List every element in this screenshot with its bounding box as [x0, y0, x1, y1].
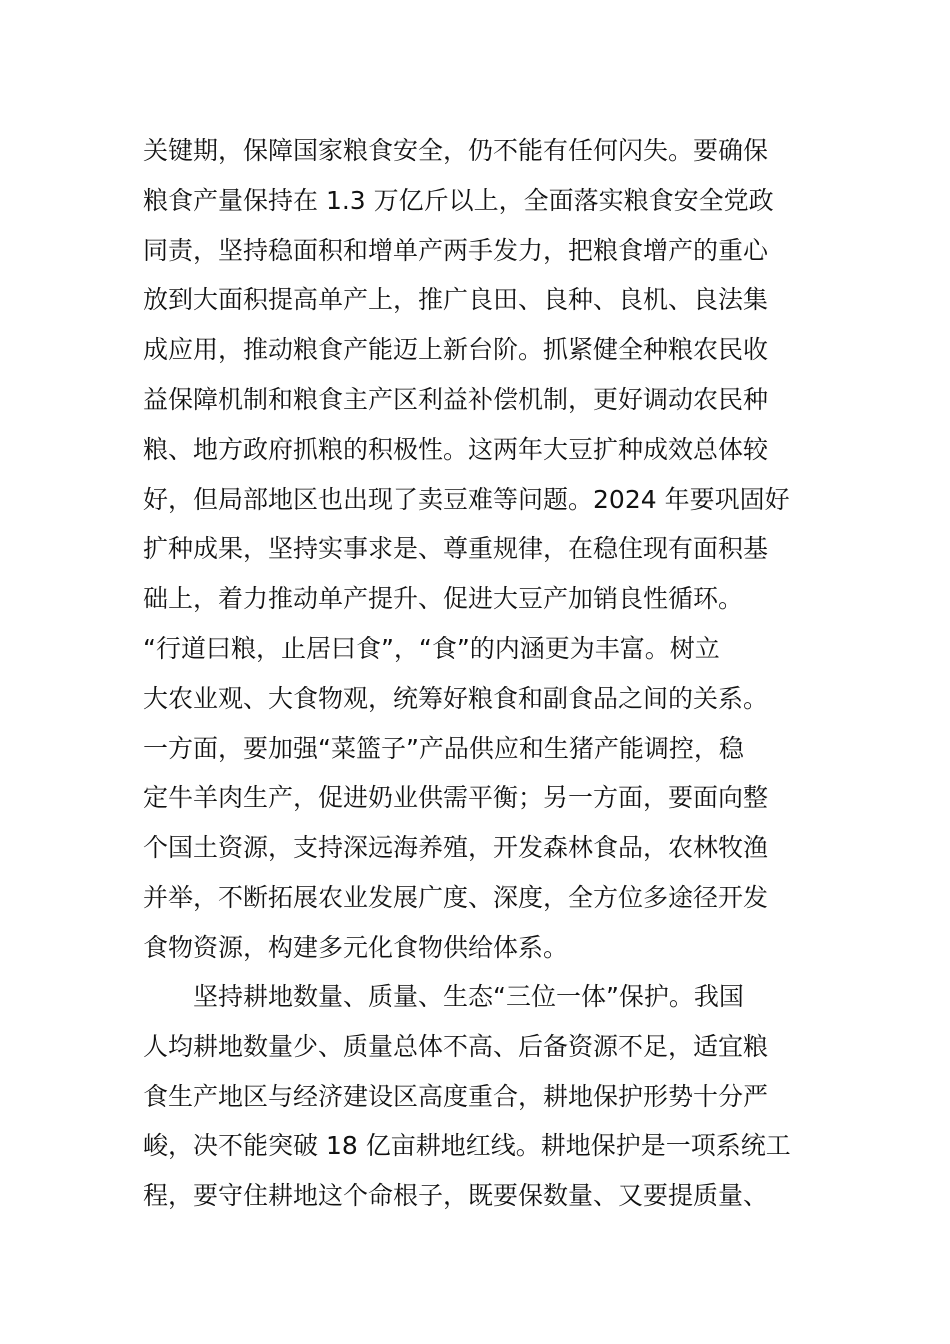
text-line: 础上，着力推动单产提升、促进大豆产加销良性循环。: [143, 584, 744, 614]
text-line: 食生产地区与经济建设区高度重合，耕地保护形势十分严: [143, 1081, 769, 1111]
paragraph-grain-security: [143, 126, 813, 973]
text-line: 一方面，要加强“菜篮子”产品供应和生猪产能调控，稳: [143, 733, 744, 763]
text-line: 程，要守住耕地这个命根子，既要保数量、又要提质量、: [143, 1181, 769, 1211]
text-line: 大农业观、大食物观，统筹好粮食和副食品之间的关系。: [143, 683, 769, 713]
text-line: “行道曰粮，止居曰食”，“食”的内涵更为丰富。树立: [143, 633, 720, 663]
text-line: 益保障机制和粮食主产区利益补偿机制，更好调动农民种: [143, 384, 769, 414]
text-line: 关键期，保障国家粮食安全，仍不能有任何闪失。要确保: [143, 136, 769, 165]
text-line: 峻，决不能突破 18 亿亩耕地红线。耕地保护是一项系统工: [143, 1131, 791, 1161]
paragraph-farmland-protection: [143, 972, 813, 1221]
text-line: 粮食产量保持在 1.3 万亿斤以上，全面落实粮食安全党政: [143, 185, 774, 215]
text-line: 成应用，推动粮食产能迈上新台阶。抓紧健全种粮农民收: [143, 335, 769, 365]
text-line: 扩种成果，坚持实事求是、尊重规律，在稳住现有面积基: [143, 534, 769, 564]
text-line: 放到大面积提高单产上，推广良田、良种、良机、良法集: [143, 285, 769, 315]
text-line: 好，但局部地区也出现了卖豆难等问题。2024 年要巩固好: [143, 484, 790, 514]
text-line: 并举，不断拓展农业发展广度、深度，全方位多途径开发: [143, 882, 769, 912]
text-line: 人均耕地数量少、质量总体不高、后备资源不足，适宜粮: [143, 1031, 769, 1061]
text-line: 同责，坚持稳面积和增单产两手发力，把粮食增产的重心: [143, 235, 769, 265]
text-line: 粮、地方政府抓粮的积极性。这两年大豆扩种成效总体较: [143, 434, 769, 464]
text-line: 坚持耕地数量、质量、生态“三位一体”保护。我国: [193, 982, 744, 1011]
text-line: 定牛羊肉生产，促进奶业供需平衡；另一方面，要面向整: [143, 783, 769, 813]
text-line: 食物资源，构建多元化食物供给体系。: [143, 932, 569, 962]
text-line: 个国土资源，支持深远海养殖，开发森林食品，农林牧渔: [143, 833, 769, 863]
